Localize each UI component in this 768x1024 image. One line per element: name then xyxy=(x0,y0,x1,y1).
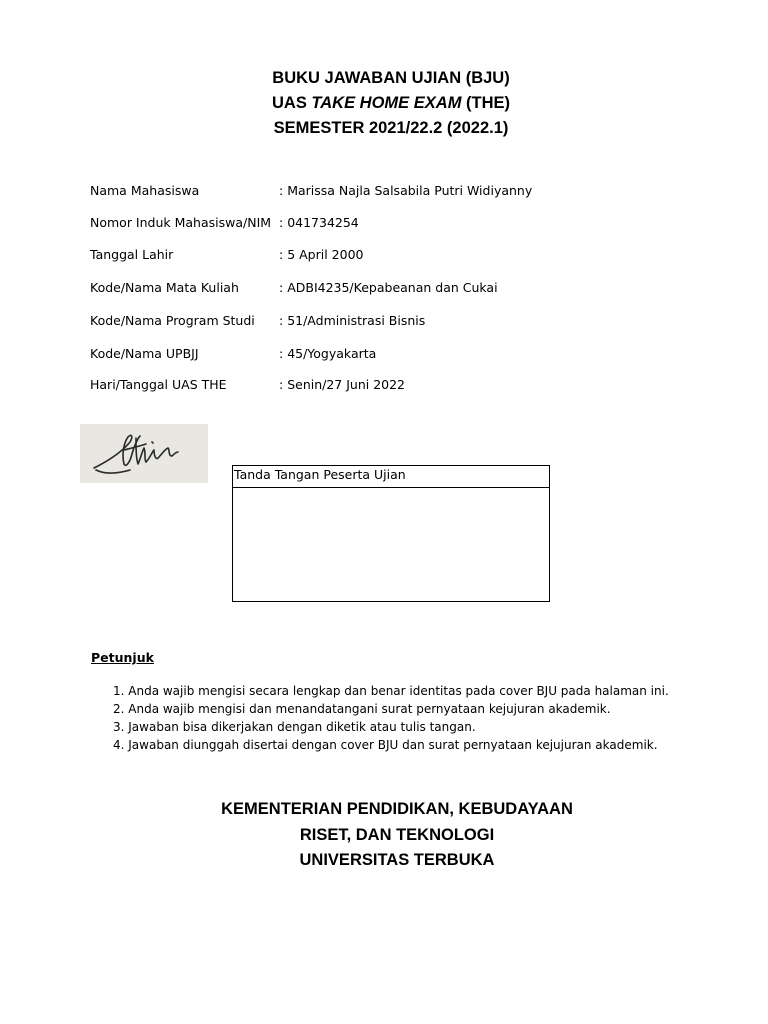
title-line-2-italic: TAKE HOME EXAM xyxy=(311,94,462,112)
footer-line-2: RISET, DAN TEKNOLOGI xyxy=(299,825,495,844)
identity-label: Hari/Tanggal UAS THE xyxy=(90,377,227,392)
instruction-item: 2. Anda wajib mengisi dan menandatangani surat pernyataan kejujuran akademik. xyxy=(113,702,611,716)
instructions-title: Petunjuk xyxy=(91,650,154,665)
document-title xyxy=(0,66,768,141)
identity-row-course xyxy=(90,279,710,297)
instruction-item: 4. Jawaban diunggah disertai dengan cover BJU dan surat pernyataan kejujuran akademik. xyxy=(113,738,658,752)
instruction-item: 1. Anda wajib mengisi secara lengkap dan benar identitas pada cover BJU pada halaman ini. xyxy=(113,684,669,698)
identity-row-upbjj xyxy=(90,345,710,363)
identity-label: Kode/Nama Program Studi xyxy=(90,313,255,328)
instruction-item: 3. Jawaban bisa dikerjakan dengan diketik atau tulis tangan. xyxy=(113,720,476,734)
signature-image xyxy=(80,424,208,483)
instructions-list xyxy=(113,682,673,754)
identity-value: : 45/Yogyakarta xyxy=(279,345,376,363)
footer-line-3: UNIVERSITAS TERBUKA xyxy=(299,851,495,869)
identity-row-exam-date xyxy=(90,376,710,394)
identity-value: : Senin/27 Juni 2022 xyxy=(279,376,405,394)
identity-label: Kode/Nama Mata Kuliah xyxy=(90,280,239,295)
identity-value: : 5 April 2000 xyxy=(279,246,363,264)
footer-line-1: KEMENTERIAN PENDIDIKAN, KEBUDAYAAN xyxy=(221,800,573,818)
institution-footer xyxy=(0,797,768,874)
title-line-3: SEMESTER 2021/22.2 (2022.1) xyxy=(273,119,509,137)
identity-label: Nomor Induk Mahasiswa/NIM xyxy=(90,215,272,230)
signature-icon xyxy=(80,424,208,483)
identity-row-nim xyxy=(90,214,710,232)
identity-value: : 51/Administrasi Bisnis xyxy=(279,312,425,330)
title-line-1: BUKU JAWABAN UJIAN (BJU) xyxy=(272,69,510,87)
identity-label: Nama Mahasiswa xyxy=(90,183,200,198)
identity-value: : 041734254 xyxy=(279,214,359,232)
signature-box xyxy=(232,465,550,602)
title-line-2 xyxy=(0,91,768,116)
signature-area[interactable] xyxy=(233,488,549,601)
identity-row-name xyxy=(90,182,710,200)
identity-label: Kode/Nama UPBJJ xyxy=(90,346,199,361)
identity-value: : Marissa Najla Salsabila Putri Widiyanny xyxy=(279,182,532,200)
identity-row-program xyxy=(90,312,710,330)
identity-value: : ADBI4235/Kepabeanan dan Cukai xyxy=(279,279,498,297)
identity-row-birthdate xyxy=(90,246,710,264)
identity-label: Tanggal Lahir xyxy=(90,247,174,262)
title-line-2-suffix: (THE) xyxy=(461,94,511,112)
title-line-2-prefix: UAS xyxy=(271,94,312,112)
signature-box-header: Tanda Tangan Peserta Ujian xyxy=(233,466,549,488)
